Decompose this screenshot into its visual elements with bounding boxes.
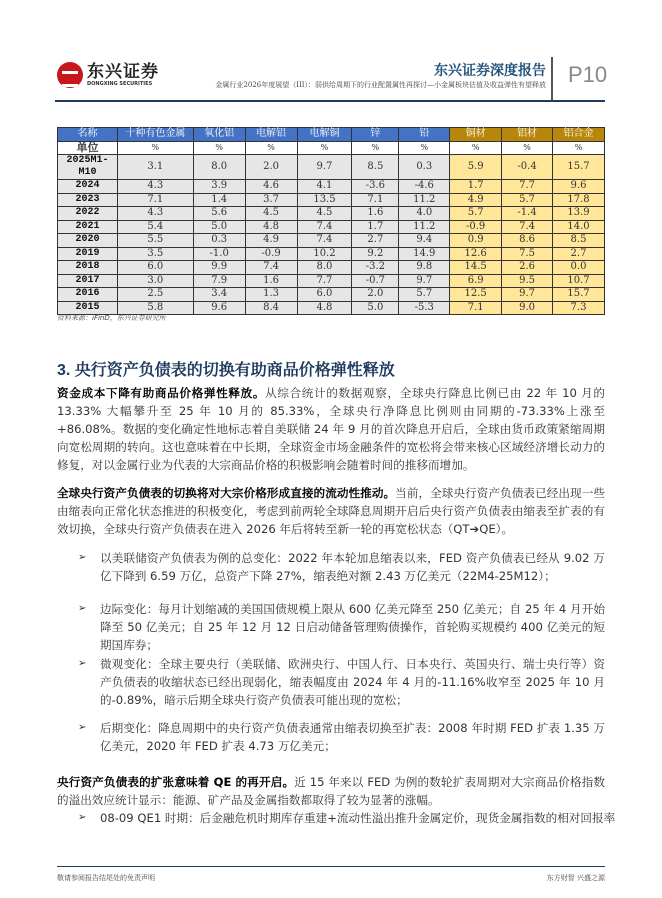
table-cell: 9.5 xyxy=(502,274,553,288)
table-cell: 1.6 xyxy=(352,207,399,221)
table-cell: 3.5 xyxy=(117,247,193,261)
company-logo xyxy=(57,62,159,88)
report-title: 东兴证券深度报告 xyxy=(434,63,546,79)
table-cell: 8.0 xyxy=(297,261,352,275)
table-cell: 1.6 xyxy=(245,274,297,288)
table-cell: -4.6 xyxy=(399,180,450,194)
list-item: ➢ 后期变化：降息周期中的央行资产负债表通常由缩表切换至扩表：2008 年时期 FED 扩表 1.35 万亿美元，2020 年 FED 扩表 4.73 万亿美元； xyxy=(78,721,605,753)
row-label: 2018 xyxy=(58,261,118,275)
paragraph-lead: 央行资产负债表的扩张意味着 QE 的再开启。 xyxy=(57,775,295,789)
table-row xyxy=(58,247,605,261)
row-label: 2020 xyxy=(58,234,118,248)
unit-cell: % xyxy=(352,141,399,155)
table-cell: 17.8 xyxy=(553,193,605,207)
table-cell: 9.6 xyxy=(553,180,605,194)
table-cell: 5.5 xyxy=(117,234,193,248)
arrow-bullet-icon: ➢ xyxy=(78,603,87,614)
arrow-bullet-icon: ➢ xyxy=(78,658,87,669)
footer-rule xyxy=(57,866,605,867)
table-cell: 9.7 xyxy=(297,155,352,180)
table-cell: 4.5 xyxy=(245,207,297,221)
column-header: 铅 xyxy=(399,128,450,142)
table-cell: 14.9 xyxy=(399,247,450,261)
table-cell: 2.0 xyxy=(352,288,399,302)
row-label: 2021 xyxy=(58,220,118,234)
row-label: 2019 xyxy=(58,247,118,261)
table-cell: 9.2 xyxy=(352,247,399,261)
column-header: 氧化铝 xyxy=(193,128,245,142)
table-cell: 7.1 xyxy=(117,193,193,207)
table-row xyxy=(58,234,605,248)
table-cell: 4.5 xyxy=(297,207,352,221)
column-header: 锌 xyxy=(352,128,399,142)
list-item: ➢ 微观变化：全球主要央行（美联储、欧洲央行、中国人行、日本央行、英国央行、瑞士央行等）资产负债表的收缩状态已经出现弱化，缩表幅度由 2024 年 4 月的-11.16%收窄至 2025 年 10 月的-0.89%，暗示后期全球央行资产负债表可能出现的宽松； xyxy=(78,657,605,707)
unit-cell: % xyxy=(193,141,245,155)
table-cell: 4.6 xyxy=(245,180,297,194)
table-cell: 9.8 xyxy=(399,261,450,275)
column-header: 铜材 xyxy=(450,128,502,142)
table-cell: 4.0 xyxy=(399,207,450,221)
column-header: 铝材 xyxy=(502,128,553,142)
table-cell: 1.4 xyxy=(193,193,245,207)
table-cell: 7.4 xyxy=(297,234,352,248)
table-header-row xyxy=(58,128,605,142)
table-cell: 7.1 xyxy=(450,301,502,315)
table-cell: 4.9 xyxy=(450,193,502,207)
row-label: 2022 xyxy=(58,207,118,221)
unit-cell: % xyxy=(502,141,553,155)
table-cell: 7.9 xyxy=(193,274,245,288)
table-cell: 5.9 xyxy=(450,155,502,180)
table-cell: 5.7 xyxy=(450,207,502,221)
list-item: ➢ 边际变化：每月计划缩减的美国国债规模上限从 600 亿美元降至 250 亿美元；自 25 年 4 月开始降至 50 亿美元；自 25 年 12 月 12 日启动储备管理购债操作，首轮购买规模约 400 亿美元的短期国库券； xyxy=(78,602,605,652)
unit-cell: % xyxy=(399,141,450,155)
table-cell: 15.7 xyxy=(553,155,605,180)
table-cell: 14.0 xyxy=(553,220,605,234)
table-cell: 9.0 xyxy=(502,301,553,315)
table-cell: 3.9 xyxy=(193,180,245,194)
table-cell: 7.3 xyxy=(553,301,605,315)
table-cell: 0.3 xyxy=(399,155,450,180)
table-cell: 4.3 xyxy=(117,207,193,221)
column-header: 十种有色金属 xyxy=(117,128,193,142)
table-cell: 5.0 xyxy=(193,220,245,234)
paragraph-text: 从综合统计的数据观察，全球央行降息比例已由 22 年 10 月的 13.33% 大幅攀升至 25 年 10 月的 85.33%，全球央行净降息比例则由同期的-73.33%上涨至+86.08%。数据的变化确定性地标志着自美联储 24 年 9 月的首次降息开启后，全球由货币政策紧缩周期向宽松周期的转向。这也意味着在中长期，全球资金市场金融条件的宽松将会带来核心区域经济增长动力的修复，对以金属行业为代表的大宗商品价格的积极影响会随着时间的推移而增加。 xyxy=(57,386,605,472)
table-cell: 0.3 xyxy=(193,234,245,248)
unit-cell: % xyxy=(553,141,605,155)
table-cell: 5.0 xyxy=(352,301,399,315)
arrow-bullet-icon: ➢ xyxy=(78,812,87,823)
paragraph-text: 当前，全球央行资产负债表已经出现一些由缩表向正常化状态推进的积极变化，考虑到前两轮全球降息周期开启后央行资产负债表由缩表至扩表的有效切换，全球央行资产负债表在进入 2026 年后将转至新一轮的再宽松状态（QT➔QE）。 xyxy=(57,486,605,536)
paragraph-text: 近 15 年来以 FED 为例的数轮扩表周期对大宗商品价格指数的溢出效应统计显示：能源、矿产品及金属指数都取得了较为显著的涨幅。 xyxy=(57,775,605,807)
column-header: 名称 xyxy=(58,128,118,142)
table-cell: 12.6 xyxy=(450,247,502,261)
metals-growth-table xyxy=(57,127,605,315)
table-cell: 11.2 xyxy=(399,220,450,234)
table-cell: 2.5 xyxy=(117,288,193,302)
table-cell: 7.7 xyxy=(502,180,553,194)
table-cell: 9.6 xyxy=(193,301,245,315)
table-cell: 9.9 xyxy=(193,261,245,275)
table-cell: 2.7 xyxy=(352,234,399,248)
table-cell: 10.2 xyxy=(297,247,352,261)
paragraph-lead: 全球央行资产负债表的切换将对大宗价格形成直接的流动性推动。 xyxy=(57,486,396,500)
footer-slogan: 东方财智 兴盛之源 xyxy=(546,874,605,882)
table-cell: 3.4 xyxy=(193,288,245,302)
table-cell: 1.7 xyxy=(450,180,502,194)
paragraph-2 xyxy=(57,484,605,538)
table-cell: 8.4 xyxy=(245,301,297,315)
table-cell: 2.6 xyxy=(502,261,553,275)
paragraph-lead: 资金成本下降有助商品价格弹性释放。 xyxy=(57,386,266,400)
paragraph-1 xyxy=(57,384,605,474)
table-cell: 6.9 xyxy=(450,274,502,288)
list-item: ➢ 以美联储资产负债表为例的总变化：2022 年本轮加息缩表以来，FED 资产负债表已经从 9.02 万亿下降到 6.59 万亿，总资产下降 27%，缩表绝对额 2.43 万亿美元（22M4-25M12）； xyxy=(78,551,605,583)
arrow-bullet-icon: ➢ xyxy=(78,722,87,733)
table-cell: 15.7 xyxy=(553,288,605,302)
table-source: 资料来源：iFinD，东兴证券研究所 xyxy=(57,314,166,322)
table-cell: 7.4 xyxy=(297,220,352,234)
table-cell: 4.8 xyxy=(297,301,352,315)
table-cell: 7.1 xyxy=(352,193,399,207)
table-row xyxy=(58,180,605,194)
column-header: 电解铝 xyxy=(245,128,297,142)
table-cell: -1.0 xyxy=(193,247,245,261)
table-cell: 3.1 xyxy=(117,155,193,180)
table-row xyxy=(58,193,605,207)
table-cell: -1.4 xyxy=(502,207,553,221)
unit-row xyxy=(58,141,605,155)
table-cell: 8.6 xyxy=(502,234,553,248)
row-label: 2025M1-M10 xyxy=(58,155,118,180)
table-cell: -5.3 xyxy=(399,301,450,315)
table-cell: -3.6 xyxy=(352,180,399,194)
table-cell: 0.9 xyxy=(450,234,502,248)
logo-name-en: DONGXING SECURITIES xyxy=(87,80,153,87)
table-cell: 12.5 xyxy=(450,288,502,302)
unit-cell: 单位 xyxy=(58,141,118,155)
table-cell: 14.5 xyxy=(450,261,502,275)
table-cell: 8.0 xyxy=(193,155,245,180)
unit-cell: % xyxy=(117,141,193,155)
table-row xyxy=(58,207,605,221)
table-cell: 9.7 xyxy=(399,274,450,288)
report-subtitle: 金属行业2026年度展望（III）：弱供给周期下的行业配置属性再探讨—小金属板块估值及收益弹性有望释放 xyxy=(215,81,546,89)
list-item: ➢ 08-09 QE1 时期：后金融危机时期库存重建+流动性溢出推升金属定价，现货金属指数的相对回报率 xyxy=(78,811,616,825)
footer-disclaimer: 敬请参阅报告结尾处的免责声明 xyxy=(57,874,155,882)
table-cell: 2.7 xyxy=(553,247,605,261)
table-cell: 4.8 xyxy=(245,220,297,234)
table-cell: 4.1 xyxy=(297,180,352,194)
table-cell: -0.4 xyxy=(502,155,553,180)
table-cell: 9.7 xyxy=(502,288,553,302)
table-cell: 7.4 xyxy=(502,220,553,234)
header-rule xyxy=(55,100,605,102)
column-header: 电解铜 xyxy=(297,128,352,142)
unit-cell: % xyxy=(450,141,502,155)
table-cell: 8.5 xyxy=(352,155,399,180)
table-cell: 4.3 xyxy=(117,180,193,194)
table-row xyxy=(58,155,605,180)
table-cell: -3.2 xyxy=(352,261,399,275)
table-cell: -0.9 xyxy=(450,220,502,234)
table-cell: 10.7 xyxy=(553,274,605,288)
table-cell: 13.5 xyxy=(297,193,352,207)
row-label: 2024 xyxy=(58,180,118,194)
table-cell: 1.3 xyxy=(245,288,297,302)
table-cell: 9.4 xyxy=(399,234,450,248)
table-row xyxy=(58,288,605,302)
table-row xyxy=(58,261,605,275)
table-row xyxy=(58,274,605,288)
table-cell: -0.7 xyxy=(352,274,399,288)
table-cell: 7.7 xyxy=(297,274,352,288)
section-heading: 3. 央行资产负债表的切换有助商品价格弹性释放 xyxy=(57,362,395,379)
row-label: 2017 xyxy=(58,274,118,288)
arrow-bullet-icon: ➢ xyxy=(78,552,87,563)
table-cell: 3.0 xyxy=(117,274,193,288)
unit-cell: % xyxy=(245,141,297,155)
row-label: 2023 xyxy=(58,193,118,207)
header-divider xyxy=(551,57,553,101)
table-cell: 5.7 xyxy=(502,193,553,207)
table-cell: 6.0 xyxy=(117,261,193,275)
unit-cell: % xyxy=(297,141,352,155)
table-cell: -0.9 xyxy=(245,247,297,261)
paragraph-3 xyxy=(57,773,605,809)
table-cell: 5.7 xyxy=(399,288,450,302)
table-cell: 3.7 xyxy=(245,193,297,207)
table-cell: 5.6 xyxy=(193,207,245,221)
row-label: 2016 xyxy=(58,288,118,302)
table-cell: 11.2 xyxy=(399,193,450,207)
page-number: P10 xyxy=(568,62,608,87)
table-cell: 5.4 xyxy=(117,220,193,234)
table-cell: 4.9 xyxy=(245,234,297,248)
table-cell: 0.0 xyxy=(553,261,605,275)
table-cell: 7.4 xyxy=(245,261,297,275)
table-cell: 13.9 xyxy=(553,207,605,221)
table-cell: 7.5 xyxy=(502,247,553,261)
table-cell: 5.8 xyxy=(117,301,193,315)
table-cell: 1.7 xyxy=(352,220,399,234)
row-label: 2015 xyxy=(58,301,118,315)
table-cell: 2.0 xyxy=(245,155,297,180)
table-row xyxy=(58,220,605,234)
logo-icon xyxy=(57,62,83,88)
logo-name-cn: 东兴证券 xyxy=(87,61,159,82)
column-header: 铝合金 xyxy=(553,128,605,142)
table-cell: 8.5 xyxy=(553,234,605,248)
table-cell: 6.0 xyxy=(297,288,352,302)
